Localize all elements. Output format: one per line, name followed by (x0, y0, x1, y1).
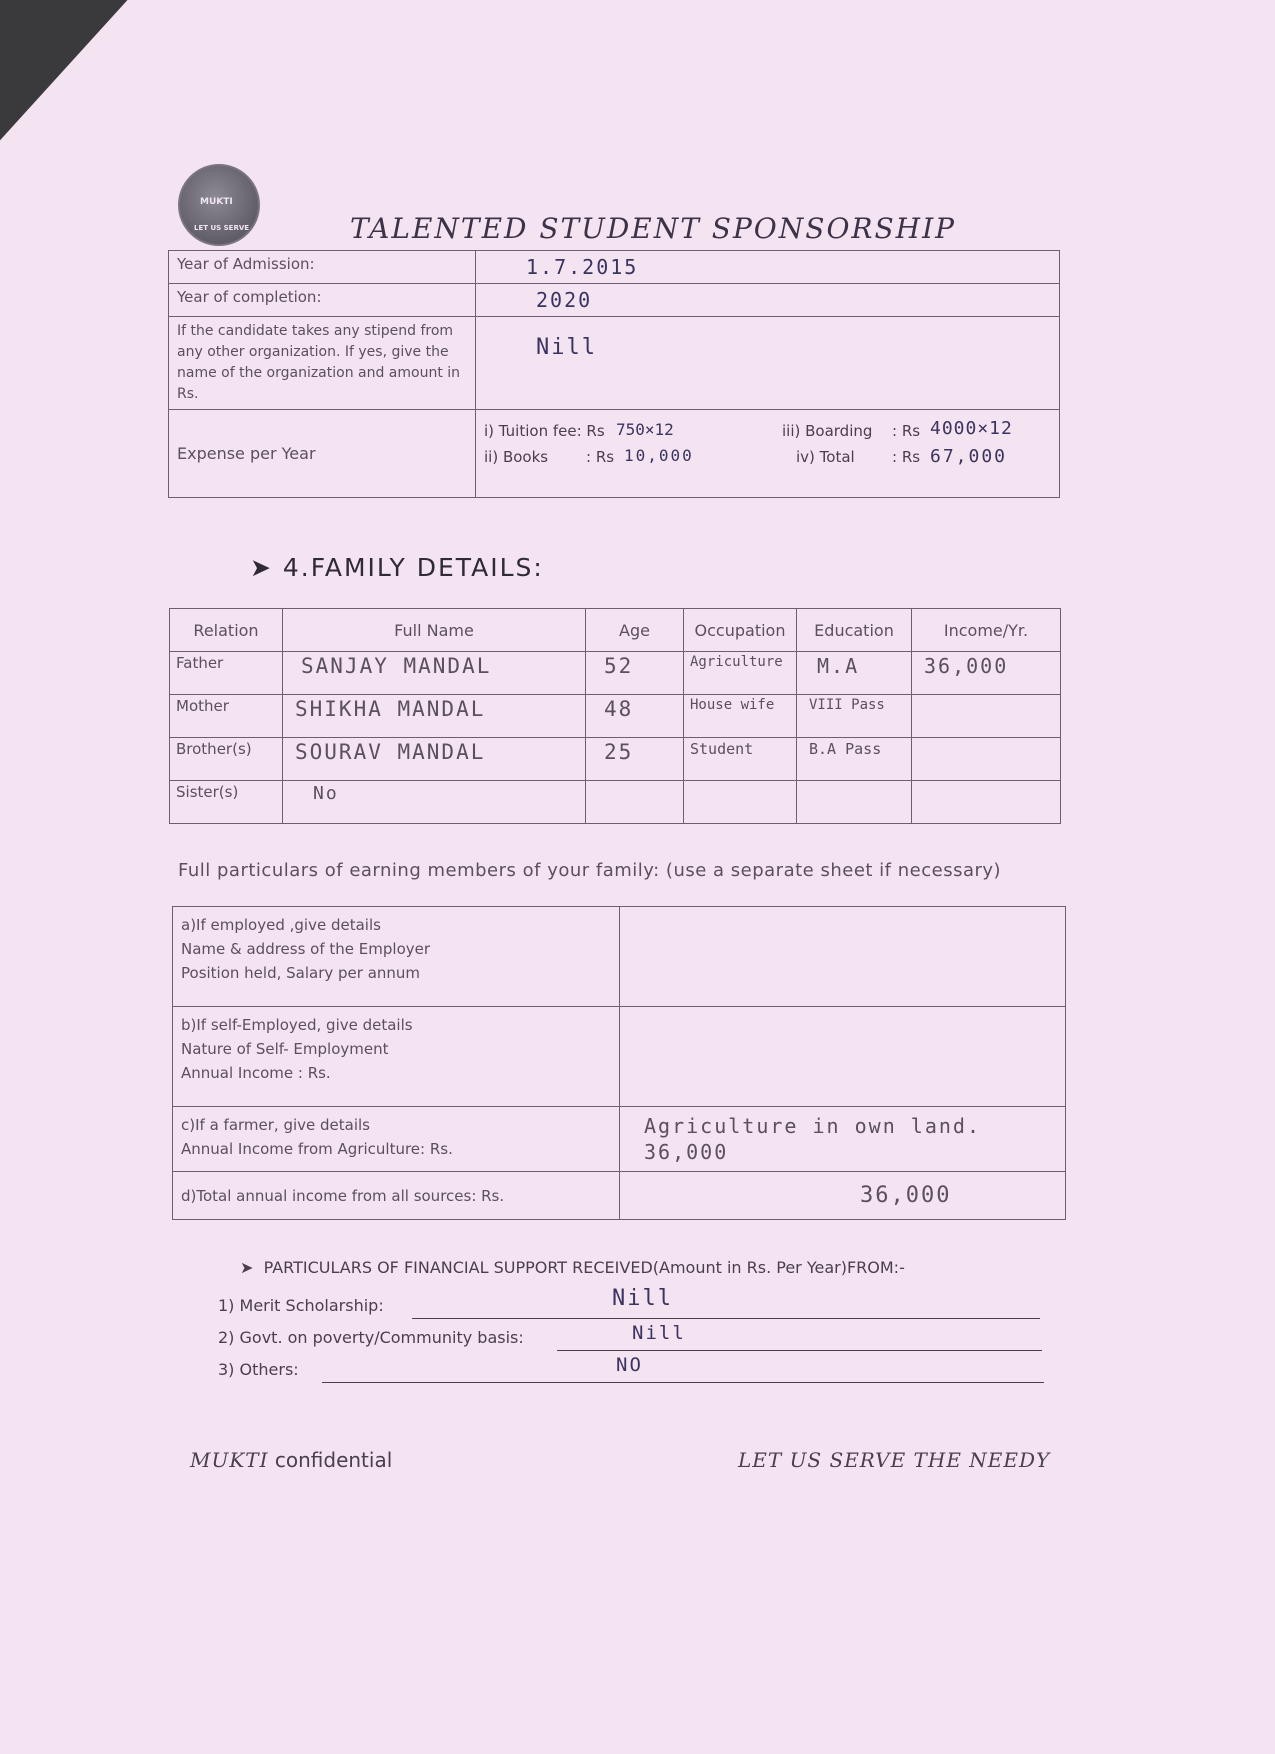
table-row (170, 695, 1061, 738)
relation-cell: Mother (170, 695, 283, 738)
year-of-admission-label: Year of Admission: (169, 251, 476, 284)
relation-cell: Sister(s) (170, 781, 283, 824)
col-income: Income/Yr. (912, 609, 1061, 652)
relation-cell: Father (170, 652, 283, 695)
employed-details-value (620, 907, 1066, 1007)
stipend-label: If the candidate takes any stipend from any other organization. If yes, give the name of the organization and amount in Rs. (169, 317, 476, 410)
income-cell (912, 781, 1061, 824)
footer-confidential: confidential (274, 1448, 393, 1472)
others-value: NO (616, 1354, 643, 1376)
total-label: iv) Total (796, 448, 855, 466)
earning-table (172, 906, 1066, 1220)
table-row (170, 781, 1061, 824)
tuition-label: i) Tuition fee: Rs (484, 422, 605, 440)
admission-table (168, 250, 1060, 498)
earning-members-intro: Full particulars of earning members of your family: (use a separate sheet if necessary) (178, 860, 1002, 881)
footer-brand: MUKTI (190, 1448, 269, 1472)
occupation-cell (684, 781, 797, 824)
col-relation: Relation (170, 609, 283, 652)
name-cell: No (283, 781, 586, 824)
family-details-heading (250, 553, 544, 582)
occupation-cell: Student (684, 738, 797, 781)
income-cell (912, 695, 1061, 738)
logo-motto: LET US SERVE (194, 224, 250, 232)
govt-support-value: Nill (632, 1322, 686, 1344)
boarding-rs-prefix: : Rs (892, 422, 921, 440)
others-label: 3) Others: (218, 1360, 299, 1379)
boarding-label: iii) Boarding (782, 422, 873, 440)
employed-details-label: a)If employed ,give details Name & address of the Employer Position held, Salary per annum (173, 907, 620, 1007)
name-cell: SOURAV MANDAL (283, 738, 586, 781)
relation-cell: Brother(s) (170, 738, 283, 781)
merit-scholarship-value: Nill (612, 1286, 673, 1311)
total-rs-prefix: : Rs (892, 448, 921, 466)
financial-support-heading (240, 1258, 905, 1277)
self-employed-details-value (620, 1007, 1066, 1107)
stipend-value: Nill (476, 317, 1060, 410)
books-rs-prefix: : Rs (586, 448, 615, 466)
books-label: ii) Books (484, 448, 549, 466)
table-row (170, 652, 1061, 695)
income-cell (912, 738, 1061, 781)
boarding-value: 4000×12 (930, 418, 1013, 439)
year-of-completion-label: Year of completion: (169, 284, 476, 317)
merit-scholarship-label: 1) Merit Scholarship: (218, 1296, 384, 1315)
col-age: Age (586, 609, 684, 652)
education-cell (797, 781, 912, 824)
arrow-bullet-icon: ➤ (250, 553, 283, 582)
occupation-cell: Agriculture (684, 652, 797, 695)
total-value: 67,000 (930, 446, 1008, 467)
expense-label: Expense per Year (169, 410, 476, 498)
mukti-logo (178, 164, 260, 246)
self-employed-details-label: b)If self-Employed, give details Nature of Self- Employment Annual Income : Rs. (173, 1007, 620, 1107)
education-cell: VIII Pass (797, 695, 912, 738)
name-cell: SHIKHA MANDAL (283, 695, 586, 738)
col-full-name: Full Name (283, 609, 586, 652)
age-cell: 52 (586, 652, 684, 695)
table-row (170, 738, 1061, 781)
govt-support-label: 2) Govt. on poverty/Community basis: (218, 1328, 524, 1347)
year-of-completion-value: 2020 (476, 284, 1060, 317)
family-table (169, 608, 1061, 824)
farmer-details-label: c)If a farmer, give details Annual Income from Agriculture: Rs. (173, 1107, 620, 1172)
age-cell: 25 (586, 738, 684, 781)
col-occupation: Occupation (684, 609, 797, 652)
farmer-details-value: Agriculture in own land. 36,000 (620, 1107, 1066, 1172)
govt-support-line (557, 1350, 1042, 1351)
logo-text: MUKTI (200, 197, 233, 207)
financial-support-heading-text: PARTICULARS OF FINANCIAL SUPPORT RECEIVED(Amount in Rs. Per Year)FROM:- (263, 1258, 905, 1277)
merit-scholarship-line (412, 1318, 1040, 1319)
expense-details (476, 410, 1060, 498)
arrow-bullet-icon: ➤ (240, 1258, 264, 1277)
income-cell: 36,000 (912, 652, 1061, 695)
footer-left (190, 1448, 392, 1472)
year-of-admission-value: 1.7.2015 (476, 251, 1060, 284)
education-cell: B.A Pass (797, 738, 912, 781)
family-heading-text: 4.FAMILY DETAILS: (282, 553, 544, 582)
others-line (322, 1382, 1044, 1383)
tuition-value: 750×12 (616, 420, 674, 439)
form-title: TALENTED STUDENT SPONSORSHIP (350, 212, 956, 245)
total-income-label: d)Total annual income from all sources: Rs. (173, 1172, 620, 1220)
occupation-cell: House wife (684, 695, 797, 738)
total-income-value: 36,000 (620, 1172, 1066, 1220)
footer-motto: LET US SERVE THE NEEDY (738, 1448, 1051, 1472)
name-cell: SANJAY MANDAL (283, 652, 586, 695)
col-education: Education (797, 609, 912, 652)
age-cell (586, 781, 684, 824)
education-cell: M.A (797, 652, 912, 695)
books-value: 10,000 (624, 446, 694, 465)
age-cell: 48 (586, 695, 684, 738)
